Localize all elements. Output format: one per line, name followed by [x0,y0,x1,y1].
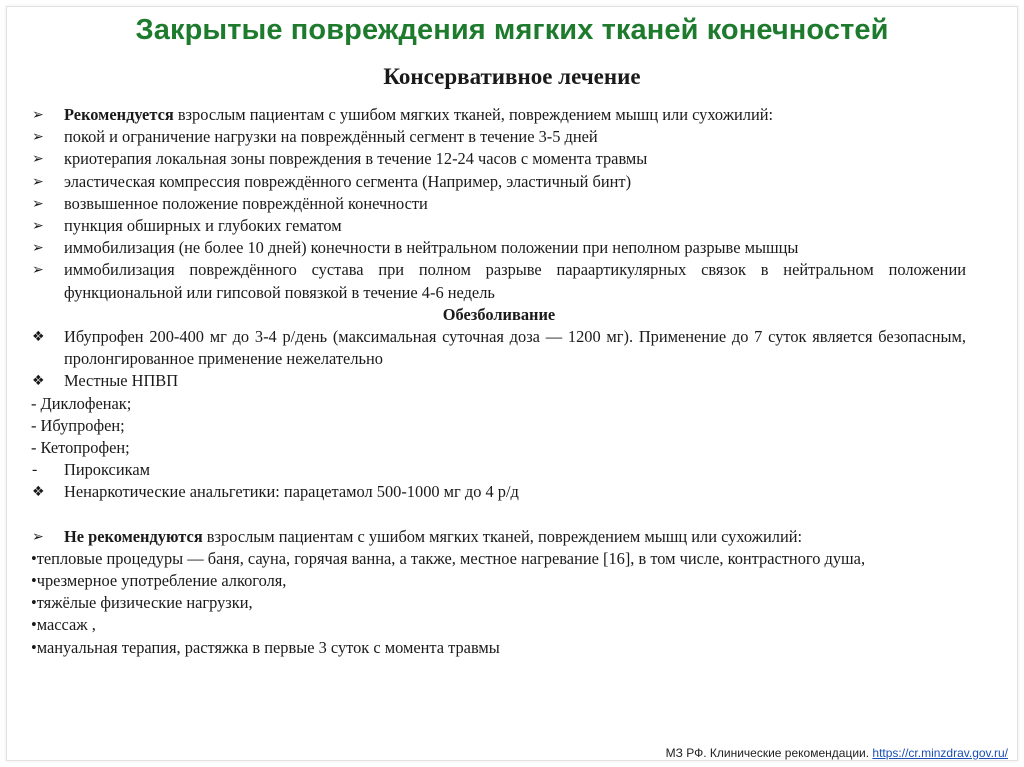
arrow-bullet-icon: ➢ [32,262,44,279]
recommended-lead-bold: Рекомендуется [64,105,174,124]
analgesia-heading: Обезболивание [442,304,556,324]
list-item-text: эластическая компрессия повреждённого сегмента (Например, эластичный бинт) [64,171,632,191]
list-item [32,126,966,148]
list-item-text: криотерапия локальная зоны повреждения в течение 12-24 часов с момента травмы [64,149,648,169]
list-item: •тепловые процедуры — баня, сауна, горячая ванна, а также, местное нагревание [16], в том числе, контрастного душа, [31,548,866,568]
source-link[interactable]: https://cr.minzdrav.gov.ru/ [872,746,1008,760]
arrow-bullet-icon: ➢ [32,151,44,168]
footer-source [666,746,1008,760]
diamond-bullet-icon: ❖ [32,373,45,390]
ibuprofen-text: Ибупрофен 200-400 мг до 3-4 р/день (максимальная суточная доза — 1200 мг). Применение до 7 суток является безопасным, пролонгированное применение нежелательно [64,327,966,369]
list-item [32,215,966,237]
not-recommended-lead-text: взрослым пациентам с ушибом мягких тканей, повреждением мышц или сухожилий: [202,526,803,546]
section-subtitle: Консервативное лечение [383,64,641,89]
diamond-bullet-icon: ❖ [32,329,45,346]
arrow-bullet-icon: ➢ [32,218,44,235]
list-item [32,148,966,170]
list-item-text: иммобилизация (не более 10 дней) конечности в нейтральном положении при неполном разрыве мышцы [64,238,799,258]
list-item: •тяжёлые физические нагрузки, [31,593,253,613]
not-recommended-lead-bold: Не рекомендуются [64,526,203,546]
page-title: Закрытые повреждения мягких тканей конечностей [135,14,889,46]
drug-item: - Ибупрофен; [31,415,125,435]
list-item-text: пункция обширных и глубоких гематом [64,216,342,236]
arrow-bullet-icon: ➢ [32,528,44,545]
list-item [32,326,966,370]
diamond-bullet-icon: ❖ [32,484,45,501]
arrow-bullet-icon: ➢ [32,195,44,212]
drug-item: - Кетопрофен; [31,438,130,458]
drug-item: - Диклофенак; [31,393,132,413]
arrow-bullet-icon: ➢ [32,240,44,257]
list-item [32,370,966,392]
list-item [32,193,966,215]
recommended-lead-text: взрослым пациентам с ушибом мягких тканей, повреждением мышц или сухожилий: [173,105,774,124]
arrow-bullet-icon: ➢ [32,173,44,190]
list-item-text: иммобилизация повреждённого сустава при полном разрыве параартикулярных связок в нейтральном положении функциональной или гипсовой повязкой в течение 4-6 недель [64,260,966,302]
list-item [32,481,966,503]
non-narcotic-text: Ненаркотические анальгетики: парацетамол 500-1000 мг до 4 р/д [64,482,519,502]
list-item: •чрезмерное употребление алкоголя, [31,571,287,591]
spacer [32,504,966,526]
piroxicam-text: Пироксикам [64,460,150,480]
list-item: •мануальная терапия, растяжка в первые 3 суток с момента травмы [31,637,500,657]
footer-text: МЗ РФ. Клинические рекомендации. [665,746,873,760]
slide-content [32,104,966,659]
dash-bullet-icon: - [32,461,38,479]
arrow-bullet-icon: ➢ [32,129,44,146]
list-item-text: покой и ограничение нагрузки на повреждённый сегмент в течение 3-5 дней [64,127,598,147]
arrow-bullet-icon: ➢ [32,107,44,123]
list-item [32,171,966,193]
list-item: •массаж , [31,615,96,635]
list-item [32,237,966,259]
nsaids-label: Местные НПВП [64,371,179,391]
list-item [32,259,966,303]
recommended-lead [32,104,966,126]
list-item-text: возвышенное положение повреждённой конечности [64,193,428,213]
drug-item [32,459,966,481]
not-recommended-lead [32,526,966,548]
